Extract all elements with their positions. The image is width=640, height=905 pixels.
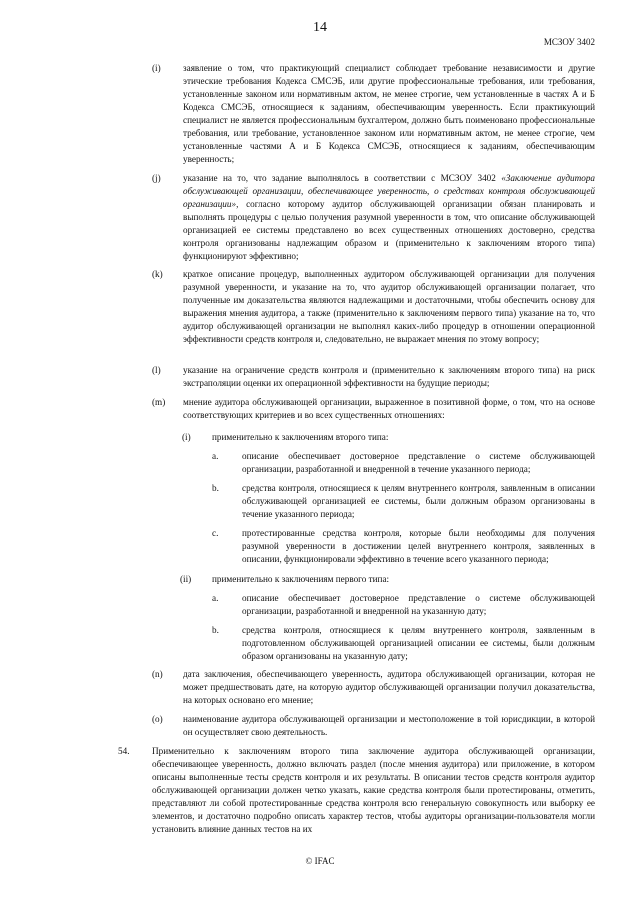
standard-title: «Заключение аудитора обслуживающей организации, обеспечивающее уверенность, о средствах контроля обслуживающей организации» <box>183 173 596 209</box>
item-marker: (n) <box>152 669 163 679</box>
sub-sub-item-marker: a. <box>212 593 219 603</box>
item-marker: (j) <box>152 173 161 183</box>
sub-item-text: применительно к заключениям первого типа: <box>212 574 390 584</box>
copyright-footer: © IFAC <box>305 856 335 866</box>
sub-sub-item-text: средства контроля, относящиеся к целям внутреннего контроля, заявленным в описании обслуживающей организацией ее системы, были должным образом организованы в течение указанного периода; <box>242 483 595 519</box>
sub-sub-item-text: описание обеспечивает достоверное представление о системе обслуживающей организации, разработанной и внедренной в течение указанного периода; <box>242 451 595 474</box>
list-item-text: наименование аудитора обслуживающей организации и местоположение в той юрисдикции, в которой он осуществляет свою деятельность. <box>183 714 595 737</box>
sub-item-marker: (ii) <box>180 574 192 584</box>
list-item-text: заявление о том, что практикующий специалист соблюдает требование независимости и другие этические требования Кодекса СМСЭБ, или другие профессиональные требования, или требования, установленные законом или нормативным актом, не менее строгие, чем установленные в частях А и Б Кодекса СМСЭБ, относящиеся к заданиям, обеспечивающим уверенность. Если практикующий специалист не является профессиональным бухгалтером, должно быть поименовано профессиональные требования, или требование, установленное законом или нормативным актом, не менее строгие, чем установленные частями А и Б Кодекса СМСЭБ, относящиеся к заданиям, обеспечивающим уверенность; <box>183 63 595 164</box>
item-marker: (o) <box>152 714 163 724</box>
list-item-text <box>183 172 595 263</box>
sub-item-marker: (i) <box>182 432 191 442</box>
item-marker: (m) <box>152 397 166 407</box>
document-reference: МСЗОУ 3402 <box>543 37 595 47</box>
sub-sub-item-text: протестированные средства контроля, которые были необходимы для получения разумной уверенности в достижении целей внутреннего контроля, заявленных в описании, функционировали эффективно в течение всего указанного периода; <box>242 528 595 564</box>
page-number: 14 <box>313 20 327 35</box>
item-text-part: , согласно которому аудитор обслуживающей организации обязан планировать и выполнять процедуры с целью получения разумной уверенности в том, что описание обслуживающей организацией ее системы представлено во всех существенных отношениях достоверно, средства контроля организованы надлежащим образом и (применительно к заключениям второго типа) функционируют эффективно; <box>183 199 595 261</box>
list-item-text: мнение аудитора обслуживающей организации, выраженное в позитивной форме, о том, что на основе соответствующих критериев и во всех существенных отношениях: <box>183 397 595 420</box>
sub-sub-item-text: описание обеспечивает достоверное представление о системе обслуживающей организации, разработанной и внедренной на указанную дату; <box>242 593 595 616</box>
item-text-part: указание на то, что задание выполнялось в соответствии с МСЗОУ 3402 <box>183 173 502 183</box>
sub-item-text: применительно к заключениям второго типа: <box>212 432 389 442</box>
sub-sub-item-marker: a. <box>212 451 219 461</box>
list-item-text: краткое описание процедур, выполненных аудитором обслуживающей организации для получения разумной уверенности, и указание на то, что аудитор обслуживающей организации полагает, что полученные им доказательства являются надлежащими и достаточными, чтобы обеспечить основу для выражения мнения аудитора, а также (применительно к заключениям первого типа) указание на то, что аудитор обслуживающей организации не выполнял каких-либо процедур в отношении операционной эффективности средств контроля и, следовательно, не выражает мнения по этому вопросу; <box>183 269 595 344</box>
list-item-text: дата заключения, обеспечивающего уверенность, аудитора обслуживающей организации, которая не может предшествовать дате, на которую аудитор обслуживающей организации получил доказательства, на которых основано его мнение; <box>183 669 595 705</box>
sub-sub-item-marker: c. <box>212 528 219 538</box>
sub-sub-item-text: средства контроля, относящиеся к целям внутреннего контроля, заявленным в подготовленном обслуживающей организацией описании ее системы, были должным образом организованы на указанную дату; <box>242 625 595 661</box>
paragraph-number: 54. <box>118 746 130 756</box>
sub-sub-item-marker: b. <box>212 625 219 635</box>
paragraph-text: Применительно к заключениям второго типа заключение аудитора обслуживающей организации, обеспечивающее уверенность, должно включать раздел (после мнения аудитора) или приложение, в котором описаны выполненные тесты средств контроля и их результаты. В описании тестов средств контроля аудитор обслуживающей организации должен четко указать, какие средства контроля были протестированы, отметить, представляют ли собой протестированные средства контроля всю генеральную совокупность или выборку ее элементов, и достаточно подробно описать характер тестов, чтобы аудиторы организации-пользователя могли установить влияние данных тестов на их <box>152 746 595 834</box>
item-marker: (k) <box>152 269 163 279</box>
list-item-text: указание на ограничение средств контроля и (применительно к заключениям второго типа) на риск экстраполяции оценки их операционной эффективности на будущие периоды; <box>183 365 595 388</box>
item-marker: (i) <box>152 63 161 73</box>
sub-sub-item-marker: b. <box>212 483 219 493</box>
item-marker: (l) <box>152 365 161 375</box>
